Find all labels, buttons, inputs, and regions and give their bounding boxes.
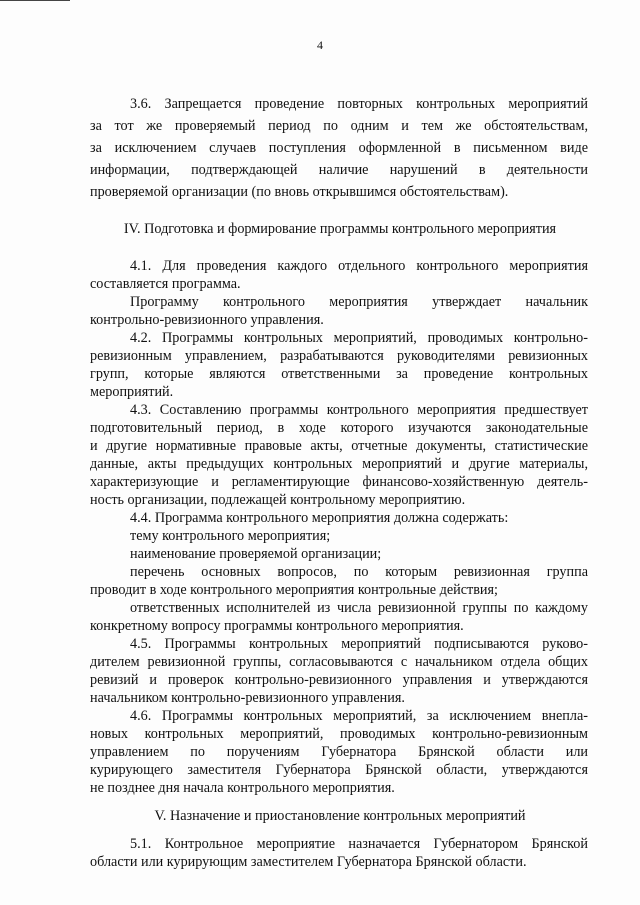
text-line: подготовительный период, в ходе которого изучаются законодательные: [90, 420, 588, 436]
text-line: проводит в ходе контрольного мероприятия контрольные действия;: [90, 582, 498, 598]
text-line: проверяемой организации (по вновь открывшимся обстоятельствам).: [90, 184, 509, 200]
scan-edge-line: [0, 0, 70, 1]
text-line: дителем ревизионной группы, согласовываются с начальником отдела общих: [90, 654, 588, 670]
text-line: групп, которые являются ответственными за проведение контрольных: [90, 366, 588, 382]
text-line: характеризующие и регламентирующие финансово-хозяйственную деятель-: [90, 474, 588, 490]
text-line: 4.4. Программа контрольного мероприятия должна содержать:: [130, 510, 509, 526]
text-line: начальником контрольно-ревизионного управления.: [90, 690, 405, 706]
text-line: мероприятий.: [90, 384, 174, 400]
text-line: управлением по поручениям Губернатора Брянской области или: [90, 744, 588, 760]
text-line: информации, подтверждающей наличие нарушений в деятельности: [90, 162, 588, 178]
text-line: перечень основных вопросов, по которым ревизионная группа: [130, 564, 588, 580]
text-line: данные, акты предыдущих контрольных мероприятий и другие материалы,: [90, 456, 588, 472]
text-line: тему контрольного мероприятия;: [130, 528, 331, 544]
text-line: новых контрольных мероприятий, проводимых контрольно-ревизионным: [90, 726, 588, 742]
text-line: конкретному вопросу программы контрольного мероприятия.: [90, 618, 464, 634]
text-line: курирующего заместителя Губернатора Брянской области, утверждаются: [90, 762, 588, 778]
text-line: области или курирующим заместителем Губернатора Брянской области.: [90, 854, 527, 870]
text-line: 4.5. Программы контрольных мероприятий подписываются руково-: [130, 636, 588, 652]
text-line: 4.2. Программы контрольных мероприятий, проводимых контрольно-: [130, 330, 588, 346]
text-line: 3.6. Запрещается проведение повторных контрольных мероприятий: [130, 96, 588, 112]
text-line: не позднее дня начала контрольного мероприятия.: [90, 780, 395, 796]
text-line: Программу контрольного мероприятия утверждает начальник: [130, 294, 588, 310]
text-line: и другие нормативные правовые акты, отчетные документы, статистические: [90, 438, 588, 454]
text-line: 5.1. Контрольное мероприятие назначается Губернатором Брянской: [130, 836, 588, 852]
text-line: ревизионным управлением, разрабатываются руководителями ревизионных: [90, 348, 588, 364]
text-line: 4.3. Составлению программы контрольного мероприятия предшествует: [130, 402, 588, 418]
text-line: ность организации, подлежащей контрольному мероприятию.: [90, 492, 466, 508]
section-heading: IV. Подготовка и формирование программы контрольного мероприятия: [123, 221, 557, 237]
page-number: 4: [317, 38, 323, 52]
text-line: 4.1. Для проведения каждого отдельного контрольного мероприятия: [130, 258, 588, 274]
text-line: ревизий и проверок контрольно-ревизионного управления и утверждаются: [90, 672, 588, 688]
text-line: за тот же проверяемый период по одним и тем же обстоятельствам,: [90, 118, 588, 134]
text-line: 4.6. Программы контрольных мероприятий, за исключением внепла-: [130, 708, 588, 724]
text-line: ответственных исполнителей из числа ревизионной группы по каждому: [130, 600, 588, 616]
text-line: наименование проверяемой организации;: [130, 546, 382, 562]
section-heading: V. Назначение и приостановление контрольных мероприятий: [154, 808, 526, 824]
text-line: за исключением случаев поступления оформленной в письменном виде: [90, 140, 588, 156]
text-line: составляется программа.: [90, 276, 241, 292]
text-line: контрольно-ревизионного управления.: [90, 312, 324, 328]
